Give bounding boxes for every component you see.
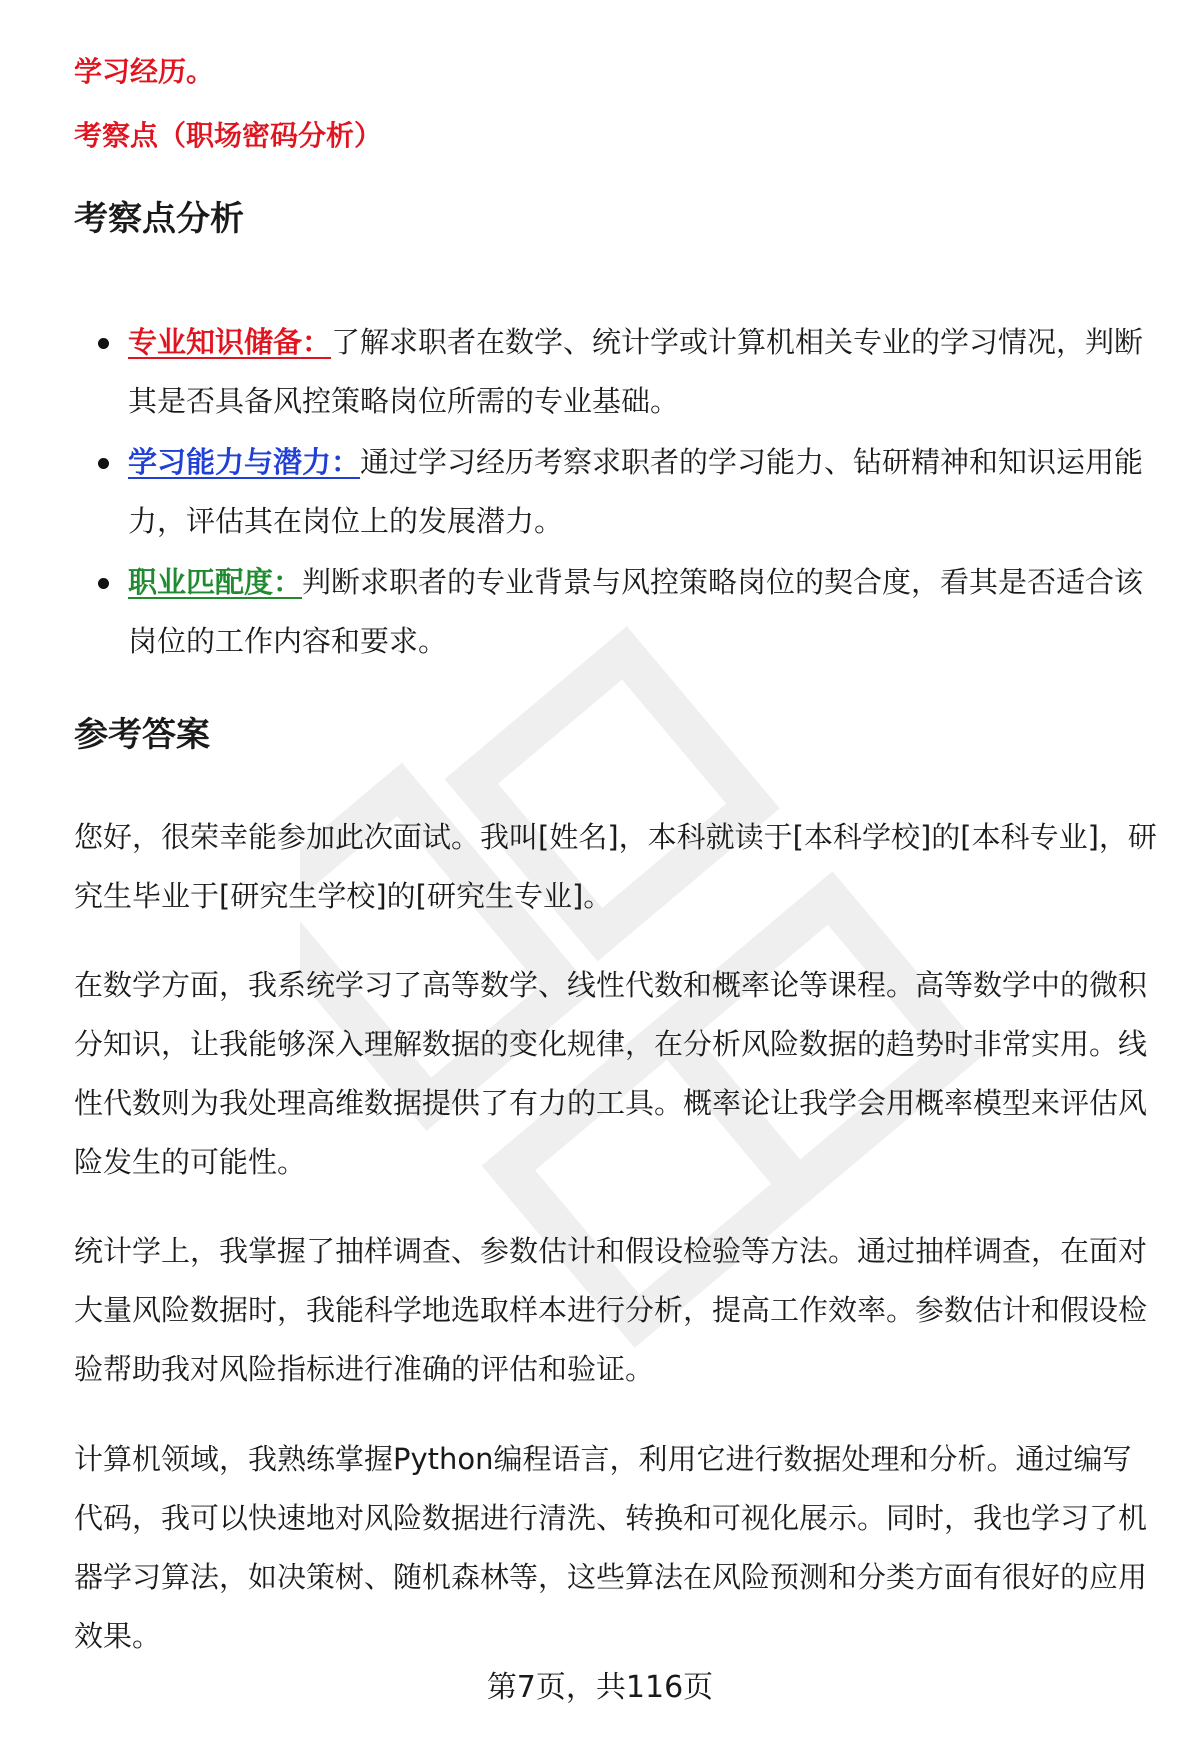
header-line-1: 学习经历。 [74,55,215,88]
item-text: 了解求职者在数学、统计学或计算机相关专业的学习情况，判断其是否具备风控策略岗位所需的专业基础。 [128,325,1144,418]
bullet-icon [98,338,109,349]
list-item [74,433,1154,551]
header-line-2: 考察点（职场密码分析） [74,119,383,152]
answer-paragraph: 统计学上，我掌握了抽样调查、参数估计和假设检验等方法。通过抽样调查，在面对大量风险数据时，我能科学地选取样本进行分析，提高工作效率。参数估计和假设检验帮助我对风险指标进行准确的评估和验证。 [74,1234,1148,1386]
page-number: 第7页，共116页 [486,1670,714,1705]
answer-title: 参考答案 [74,715,210,755]
answer-paragraph: 在数学方面，我系统学习了高等数学、线性代数和概率论等课程。高等数学中的微积分知识，让我能够深入理解数据的变化规律，在分析风险数据的趋势时非常实用。线性代数则为我处理高维数据提供了有力的工具。概率论让我学会用概率模型来评估风险发生的可能性。 [74,968,1148,1179]
item-text: 判断求职者的专业背景与风控策略岗位的契合度，看其是否适合该岗位的工作内容和要求。 [128,565,1144,658]
list-item [74,553,1154,671]
analysis-title: 考察点分析 [74,199,244,239]
bullet-icon [98,458,109,469]
list-item [74,313,1154,431]
answer-paragraph: 您好，很荣幸能参加此次面试。我叫[姓名]，本科就读于[本科学校]的[本科专业]，研究生毕业于[研究生学校]的[研究生专业]。 [74,820,1157,913]
keyword-label: 专业知识储备： [128,325,332,359]
item-text: 通过学习经历考察求职者的学习能力、钻研精神和知识运用能力，评估其在岗位上的发展潜力。 [128,445,1144,538]
analysis-list [74,313,1154,673]
keyword-label: 职业匹配度： [128,565,303,599]
answer-paragraph: 计算机领域，我熟练掌握Python编程语言，利用它进行数据处理和分析。通过编写代码，我可以快速地对风险数据进行清洗、转换和可视化展示。同时，我也学习了机器学习算法，如决策树、随机森林等，这些算法在风险预测和分类方面有很好的应用效果。 [74,1442,1148,1653]
bullet-icon [98,578,109,589]
keyword-label: 学习能力与潜力： [128,445,361,479]
